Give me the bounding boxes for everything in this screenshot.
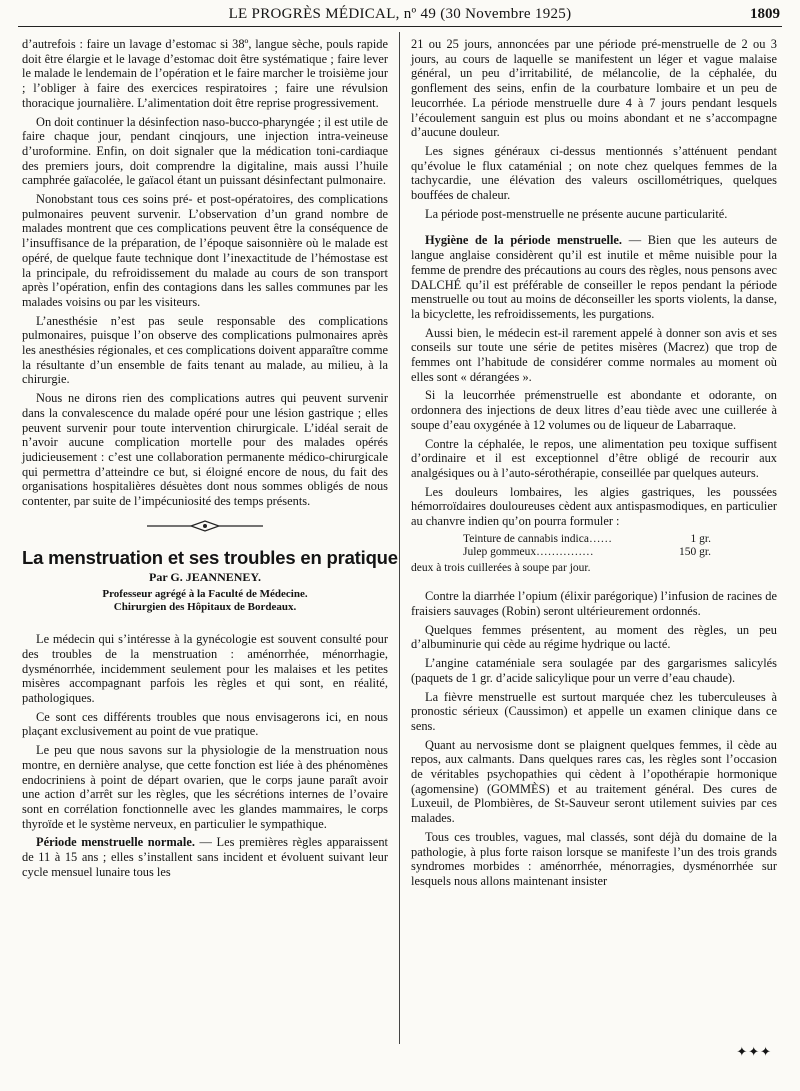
recipe-quantity: 1 gr. [690,532,711,545]
left-paragraph-4: L’anesthésie n’est pas seule responsable des complications pulmonaires, puisque l’on observe des complications pulmonaires après les anesthésies régionales, et ces complications doivent apparaître comme la résultante d’un ensemble de faits tenant au malade, au milieu, à la chirurgie. [22,313,388,387]
hygiene-paragraph [411,233,777,321]
right-paragraph-misery: Aussi bien, le médecin est-il rarement appelé à donner son avis et ses conseils sur toute une série de petites misères (Macrez) que trop de femmes ont l’habitude de considérer comme normales au moment où elles sont « dérangées ». [411,325,777,384]
right-paragraph-fievre: La fièvre menstruelle est surtout marquée chez les tuberculeuses à pronostic sérieux (Caussimon) et appelle un examen clinique dans ce sens. [411,689,777,733]
column-separator [399,32,400,1044]
recipe-line [411,533,777,547]
author-affiliation-1: Professeur agrégé à la Faculté de Médecine. [102,588,308,601]
hygiene-heading: Hygiène de la période menstruelle. [425,233,623,248]
prescription-recipe [411,533,777,576]
right-paragraph-cephalee: Contre la céphalée, le repos, une alimentation peu toxique suffisent d’ordinaire et il est exceptionnel d’être obligé de recourir aux analgésiques ou à l’auto-sérothérapie, conseillée par quelques auteurs. [411,436,777,480]
left-paragraph-2: On doit continuer la désinfection naso-bucco-pharyngée ; il est utile de faire chaque jour, pendant cinqjours, une injection intra-veineuse d’uroformine. Enfin, on doit signaler que la médication toni-cardiaque des premiers jours, doit comprendre la digitaline, mais aussi l’huile camphrée gaïacolée, le gaïacol étant un puissant désinfectant pulmonaire. [22,114,388,188]
recipe-ingredient: Julep gommeux…………… [463,546,594,559]
left-paragraph-3: Nonobstant tous ces soins pré- et post-opératoires, des complications pulmonaires peuvent survenir. L’observation d’un grand nombre de malades montrent que ces complications peuvent être la conséquence de l’insuffisance de la préparation, de l’époque saisonnière où le malade est opéré, de quelque faute technique dont l’inexactitude de l’hémostase est la principale, du refroidissement du malade au cours de son transport après l’opération, enfin des contagions dans les salles communes par les malades voisins ou par les visiteurs. [22,192,388,309]
author-affiliation-2: Chirurgien des Hôpitaux de Bordeaux. [113,601,297,614]
right-paragraph-angine: L’angine cataméniale sera soulagée par des gargarismes salicylés (paquets de 1 gr. d’acide salicylique pour un verre d’eau chaude). [411,656,777,685]
right-paragraph-1: 21 ou 25 jours, annoncées par une période pré-menstruelle de 2 ou 3 jours, au cours de laquelle se manifestent un léger et vague malaise général, un peu d’irritabilité, de mélancolie, de la céphalée, du gonflement des seins, enfin de la courbature lombaire et un peu de leucorrhée. La période menstruelle dure 4 à 7 jours pendant lesquels l’écoulement sanguin est plus ou moins abondant et ne s’accompagne d’aucune douleur. [411,37,777,140]
recipe-dosage-note: deux à trois cuillerées à soupe par jour. [411,561,591,574]
running-header-title: LE PROGRÈS MÉDICAL, nº 49 (30 Novembre 1925) [228,6,572,22]
right-paragraph-conclusion: Tous ces troubles, vagues, mal classés, sont déjà du domaine de la pathologie, à plus forte raison lorsque se manifeste l’un des trois grands syndromes morbides : aménorrhée, ménorragies, dysménorrhée sur lesquels nous allons maintenant insister [411,829,777,888]
hygiene-text: — Bien que les auteurs de langue anglaise considèrent qu’il est inutile et même nuisible pour la femme de prendre des précautions au cours des règles, nous pensons avec DALCHÉ qu’il est préférable de conseiller le repos pendant la période menstruelle ou tout au moins de déconseiller les sports violents, la danse, la bicyclette, les refroidissements, les purgations. [411,233,778,321]
section-text-normal: — Les premières règles apparaissent de 11 à 15 ans ; elles s’installent sans incident et évoluent suivant leur cycle mensuel lunaire tous les [22,835,388,879]
article-paragraph-2: Ce sont ces différents troubles que nous envisagerons ici, en nous plaçant exclusivement au point de vue pratique. [22,709,388,739]
section-divider-ornament [22,519,388,533]
header-rule [18,26,782,27]
right-paragraph-nervosisme: Quant au nervosisme dont se plaignent quelques femmes, il cède au repos, aux calmants. Dans quelques rares cas, les règles sont l’occasion de véritables psychopathies qui cèdent à l’opothérapie hormonique (agomensine) (GOMMÈS) et au traitement général. Des cures de Luxeuil, de Plombières, de St-Sauveur seront utilement suivies par ces malades. [411,737,777,826]
left-paragraph-5: Nous ne dirons rien des complications autres qui peuvent survenir dans la convalescence du malade opéré pour une lésion gastrique ; elles peuvent survenir pour toute intervention chirurgicale. L’idéal serait de n’avoir aucune complication mortelle pour des malades opérés judicieusement : c’est une collaboration permanente médico-chirurgicale qui permettra d’atteindre ce but, si éloigné encore de nous, du fait des organisations hospitalières désuètes dont nous sommes obligés de nous contenter, par suite de l’impécuniosité des temps présents. [22,391,388,509]
article-paragraph-1: Le médecin qui s’intéresse à la gynécologie est souvent consulté pour des troubles de la menstruation : aménorrhée, ménorrhagie, dysménorrhée, incidemment seulement pour les malaises et les petites misères accompagnant parfois les règles et qui sont, en réalité, pathologiques. [22,632,388,706]
left-paragraph-1: d’autrefois : faire un lavage d’estomac si 38º, langue sèche, pouls rapide doit être élargie et le lavage d’estomac doit être systématique ; faire lever le malade le lendemain de l’opération et le faire marcher le troisième jour ; l’obliger à faire des exercices respiratoires ; faire une révulsion thoracique journalière. L’alimentation doit être reprise progressivement. [22,37,388,110]
right-column [411,37,777,893]
recipe-ingredient: Teinture de cannabis indica…… [463,532,612,545]
article-byline: Par G. JEANNENEY. [148,569,261,584]
right-paragraph-diarrhee: Contre la diarrhée l’opium (élixir parégorique) l’infusion de racines de fraisiers sauvages (Robin) seront ultérieurement ordonnés. [411,589,777,618]
section-heading-normal: Période menstruelle normale. [36,835,195,850]
right-paragraph-leucorrhee: Si la leucorrhée prémenstruelle est abondante et odorante, on ordonnera des injections de deux litres d’eau tiède avec une cuillerée à soupe d’eau oxygénée à 12 volumes ou de liqueur de Labarraque. [411,388,777,432]
right-paragraph-albuminurie: Quelques femmes présentent, au moment des règles, un peu d’albuminurie qui cède au régime hydrique ou lacté. [411,622,777,652]
right-paragraph-3: La période post-menstruelle ne présente aucune particularité. [425,206,728,221]
end-ornament: ✦✦✦ [736,1044,772,1059]
article-title: La menstruation et ses troubles en pratique [22,546,398,568]
article-section-normal [22,835,388,879]
article-paragraph-3: Le peu que nous savons sur la physiologie de la menstruation nous montre, en dernière analyse, que cette fonction est liée à des phénomènes endocriniens à point de départ ovarien, que le corps jaune paraît avoir une action d’arrêt sur les règles, que les sécrétions internes de l’ovaire sont en corrélation fonctionnelle avec les glandes mammaires, le corps thyroïde et le système nerveux, en particulier le sympathique. [22,743,388,831]
right-paragraph-2: Les signes généraux ci-dessus mentionnés s’atténuent pendant qu’évolue le flux cataménial ; on note chez quelques femmes de la tachycardie, une élévation des valeurs oscillométriques, quelques bouffées de chaleur. [411,143,777,203]
recipe-quantity: 150 gr. [679,546,711,559]
page-number: 1809 [750,6,780,22]
left-column [22,37,398,883]
recipe-line [411,546,777,560]
right-paragraph-douleurs: Les douleurs lombaires, les algies gastriques, les poussées hémorroïdaires douloureuses cèdent aux antispasmodiques, en particulier au chanvre indien qu’on pourra formuler : [411,484,777,529]
